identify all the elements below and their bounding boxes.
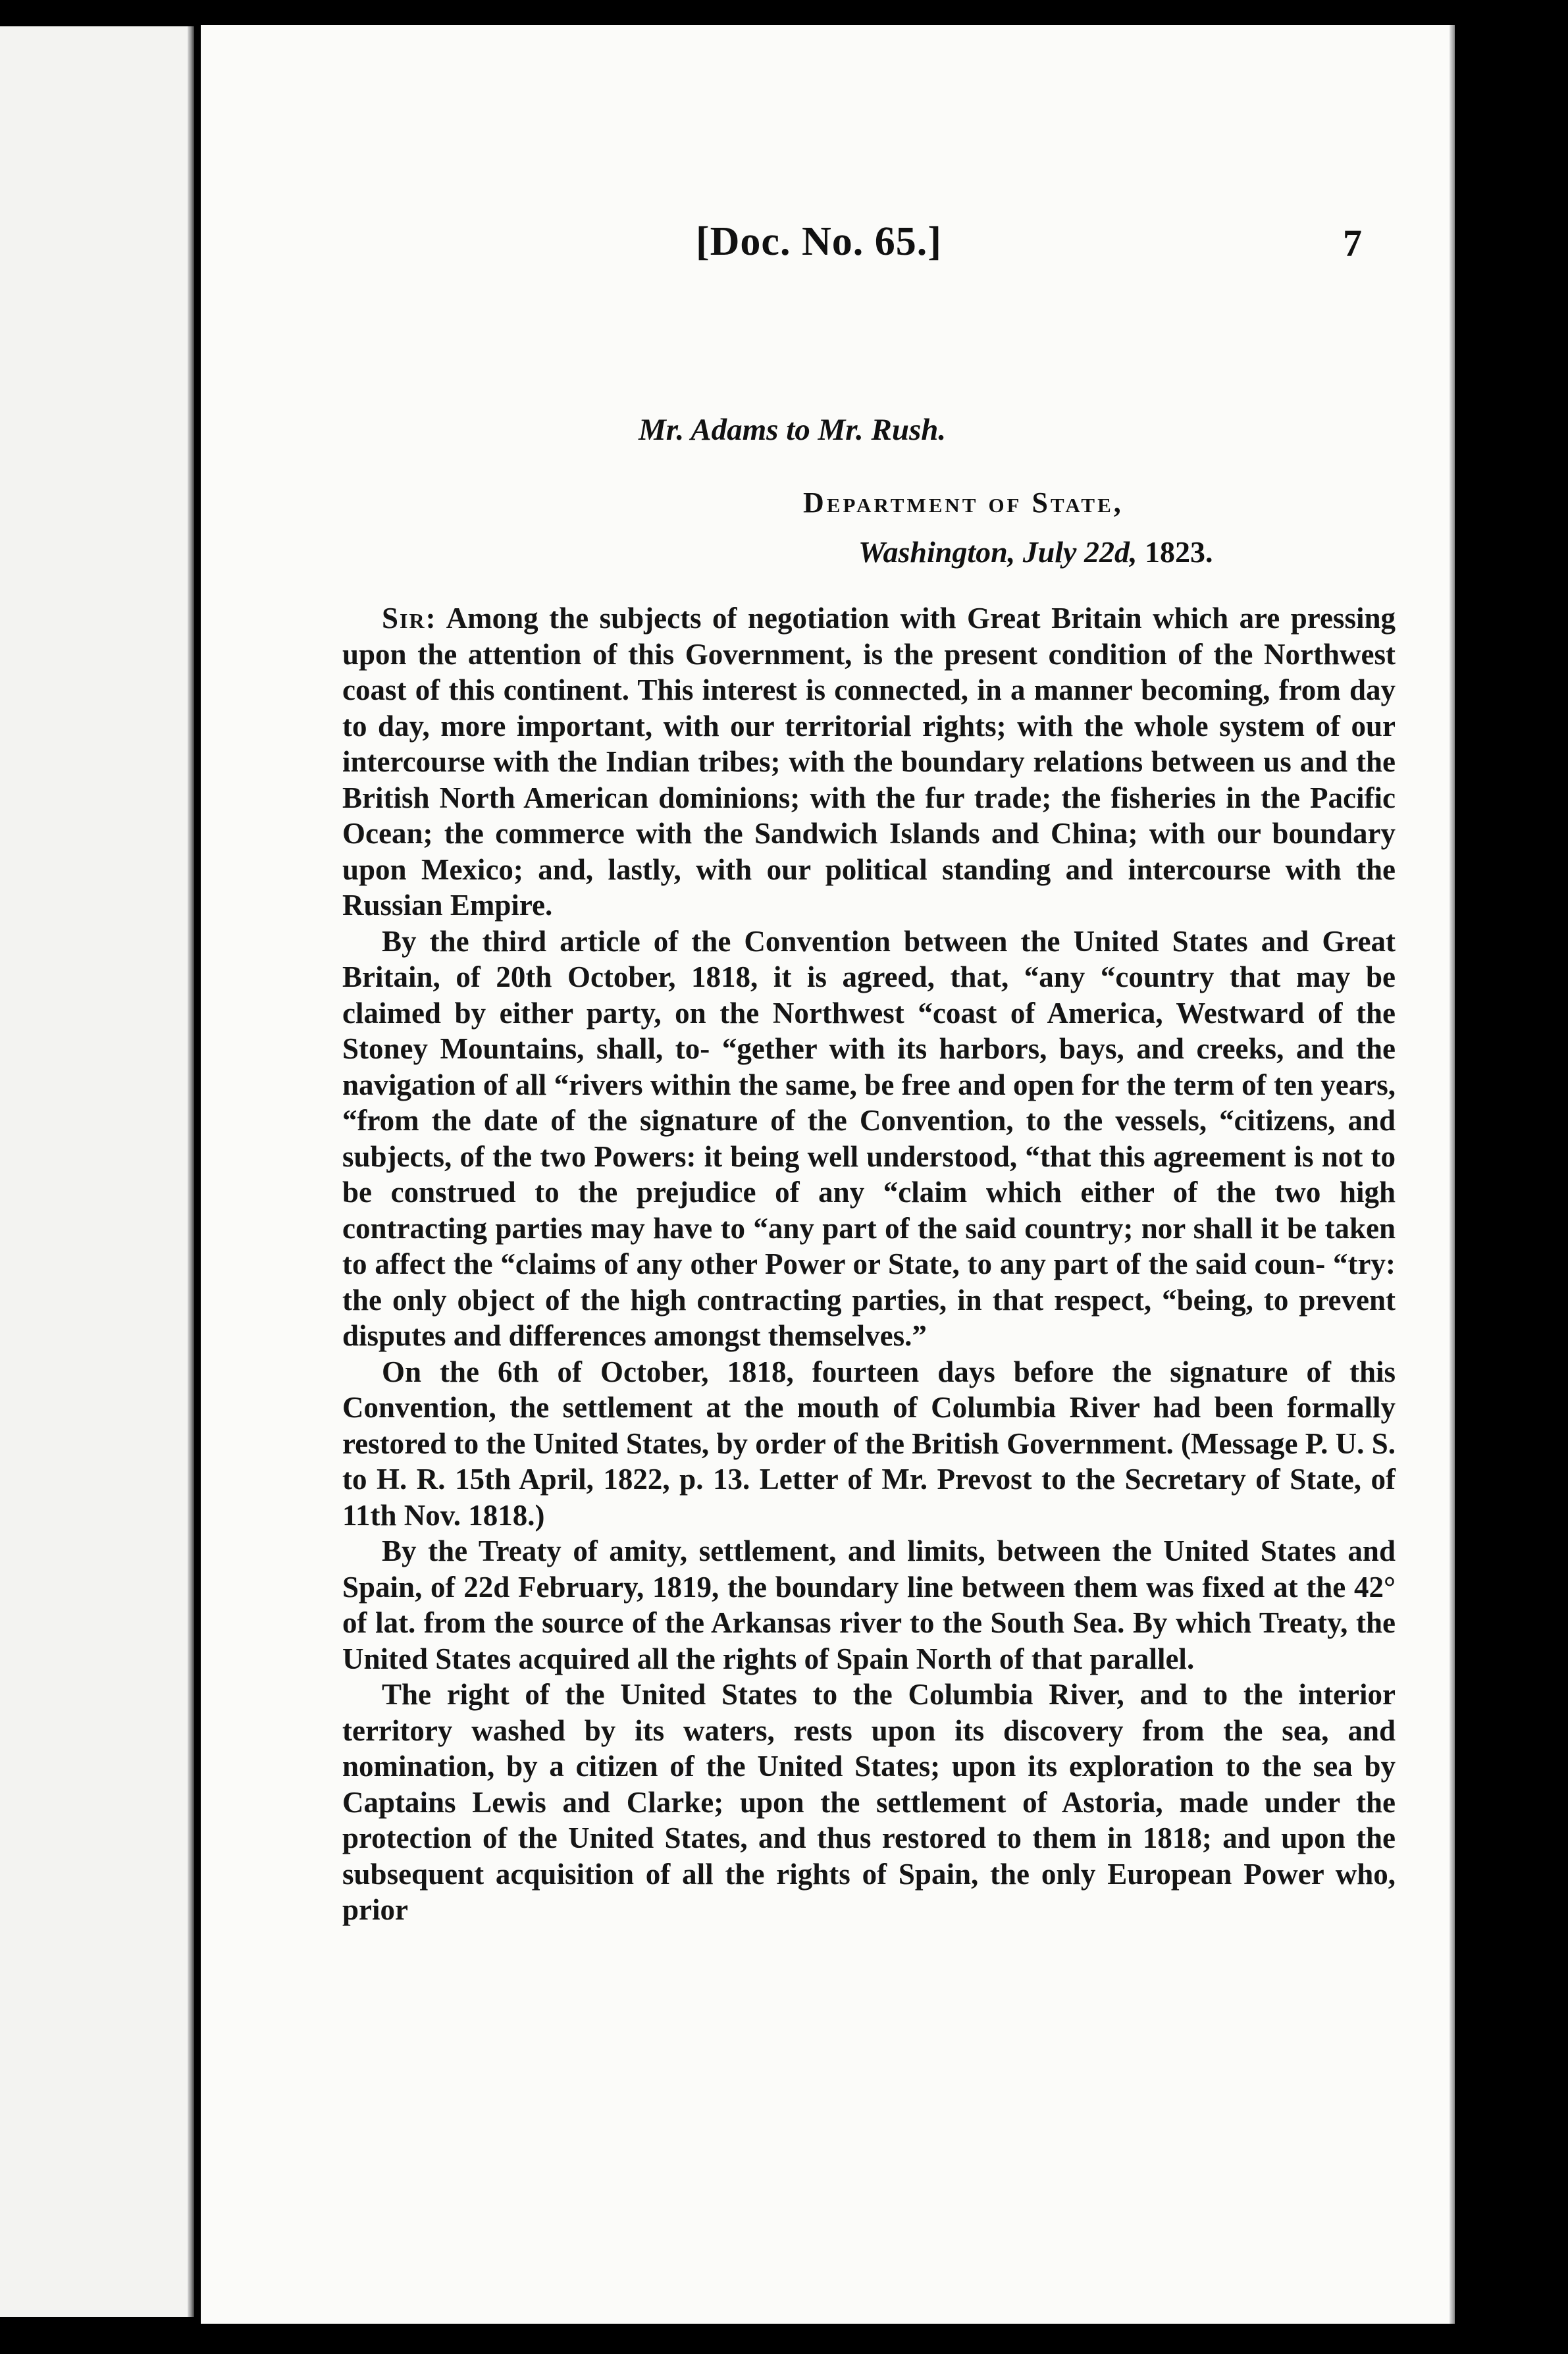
letter-place-date (858, 535, 1213, 569)
salutation: Sir: (382, 602, 437, 635)
paragraph (342, 600, 1396, 924)
page-right-edge (1450, 25, 1455, 2324)
paragraph: The right of the United States to the Columbia River, and to the interior territory washed by its waters, rests upon its discovery from the sea, and nomination, by a citizen of the United States; upon its exploration to the sea by Captains Lewis and Clarke; upon the settlement of Astoria, made under the protection of the United States, and thus restored to them in 1818; and upon the subsequent acquisition of all the rights of Spain, the only European Power who, prior (342, 1678, 1396, 1926)
letter-place: Washington, July 22d, (858, 535, 1137, 569)
letter-year: 1823. (1144, 535, 1213, 569)
page-gutter-shadow (188, 26, 194, 2317)
paragraph: On the 6th of October, 1818, fourteen days before the signature of this Convention, the settlement at the mouth of Columbia River had been formally restored to the United States, by order of the British Government. (Message P. U. S. to H. R. 15th April, 1822, p. 13. Letter of Mr. Prevost to the Secretary of State, of 11th Nov. 1818.) (342, 1355, 1396, 1532)
paragraph: By the Treaty of amity, settlement, and limits, between the United States and Spain, of 22d February, 1819, the boundary line between them was fixed at the 42° of lat. from the source of the Arkansas river to the South Sea. By which Treaty, the United States acquired all the rights of Spain North of that parallel. (342, 1534, 1396, 1675)
letter-body (342, 600, 1396, 1928)
letter-title: Mr. Adams to Mr. Rush. (639, 413, 947, 447)
page-number: 7 (1343, 222, 1362, 265)
letter-department: Department of State, (803, 486, 1124, 519)
paragraph-text: Among the subjects of negotiation with Great Britain which are pressing upon the attention of this Government, is the present condition of the Northwest coast of this continent. This interest is connected, in a manner becoming, from day to day, more important, with our territorial rights; with the whole system of our intercourse with the Indian tribes; with the boundary relations between us and the British North American dominions; with the fur trade; the fisheries in the Pacific Ocean; the commerce with the Sandwich Islands and China; with our boundary upon Mexico; and, lastly, with our political standing and intercourse with the Russian Empire. (342, 602, 1396, 922)
previous-page-edge (0, 26, 194, 2317)
paragraph: By the third article of the Convention between the United States and Great Britain, of 20th October, 1818, it is agreed, that, “any “country that may be claimed by either party, on the Northwest “coast of America, Westward of the Stoney Mountains, shall, to- “gether with its harbors, bays, and creeks, and the navigation of all “rivers within the same, be free and open for the term of ten years, “from the date of the signature of the Convention, to the vessels, “citizens, and subjects, of the two Powers: it being well understood, “that this agreement is not to be construed to the prejudice of any “claim which either of the two high contracting parties may have to “any part of the said country; nor shall it be taken to affect the “claims of any other Power or State, to any part of the said coun- “try: the only object of the high contracting parties, in that respect, “being, to prevent disputes and differences amongst themselves.” (342, 924, 1396, 1352)
document-number-header: [Doc. No. 65.] (696, 219, 942, 264)
